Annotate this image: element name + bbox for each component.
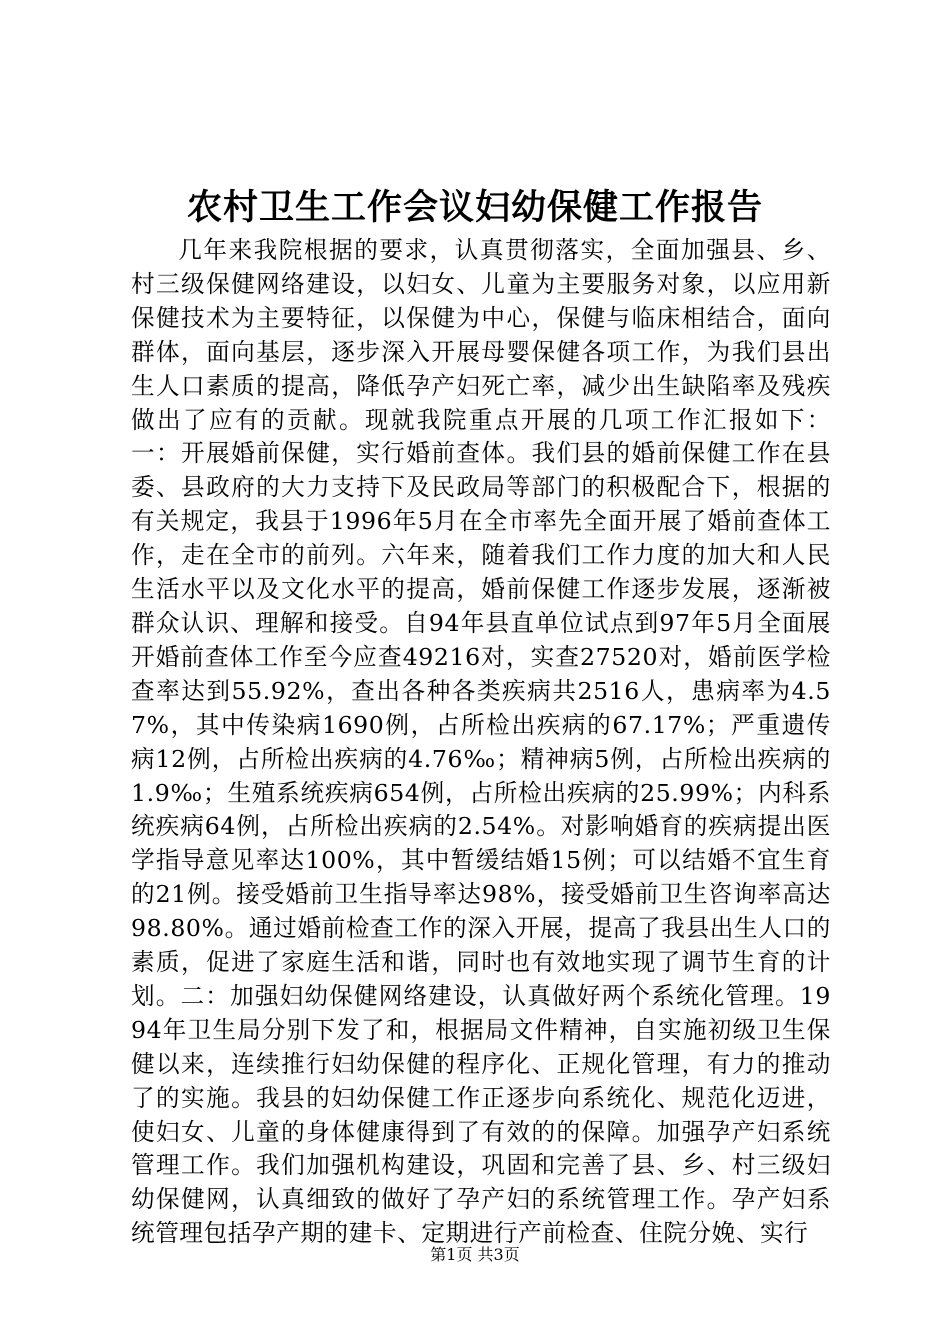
document-body-paragraph: 几年来我院根据的要求，认真贯彻落实，全面加强县、乡、村三级保健网络建设，以妇女、儿童为主要服务对象，以应用新保健技术为主要特征，以保健为中心，保健与临床相结合，面向群体，面向基层，逐步深入开展母婴保健各项工作，为我们县出生人口素质的提高，降低孕产妇死亡率，减少出生缺陷率及残疾做出了应有的贡献。现就我院重点开展的几项工作汇报如下：一：开展婚前保健，实行婚前查体。我们县的婚前保健工作在县委、县政府的大力支持下及民政局等部门的积极配合下，根据的有关规定，我县于1996年5月在全市率先全面开展了婚前查体工作，走在全市的前列。六年来，随着我们工作力度的加大和人民生活水平以及文化水平的提高，婚前保健工作逐步发展，逐渐被群众认识、理解和接受。自94年县直单位试点到97年5月全面展开婚前查体工作至今应查49216对，实查27520对，婚前医学检查率达到55.92%，查出各种各类疾病共2516人，患病率为4.57%，其中传染病1690例，占所检出疾病的67.17%；严重遗传病12例，占所检出疾病的4.76‰；精神病5例，占所检出疾病的1.9‰；生殖系统疾病654例，占所检出疾病的25.99%；内科系统疾病64例，占所检出疾病的2.54%。对影响婚育的疾病提出医学指导意见率达100%，其中暂缓结婚15例；可以结婚不宜生育的21例。接受婚前卫生指导率达98%，接受婚前卫生咨询率高达98.80%。通过婚前检查工作的深入开展，提高了我县出生人口的素质，促进了家庭生活和谐，同时也有效地实现了调节生育的计划。二：加强妇幼保健网络建设，认真做好两个系统化管理。1994年卫生局分别下发了和，根据局文件精神，自实施初级卫生保健以来，连续推行妇幼保健的程序化、正规化管理，有力的推动了的实施。我县的妇幼保健工作正逐步向系统化、规范化迈进，使妇女、儿童的身体健康得到了有效的的保障。加强孕产妇系统管理工作。我们加强机构建设，巩固和完善了县、乡、村三级妇幼保健网，认真细致的做好了孕产妇的系统管理工作。孕产妇系统管理包括孕产期的建卡、定期进行产前检查、住院分娩、实行 [131, 236, 831, 1248]
document-title: 农村卫生工作会议妇幼保健工作报告 [186, 187, 763, 228]
page-number-footer: 第1页 共3页 [430, 1245, 520, 1264]
